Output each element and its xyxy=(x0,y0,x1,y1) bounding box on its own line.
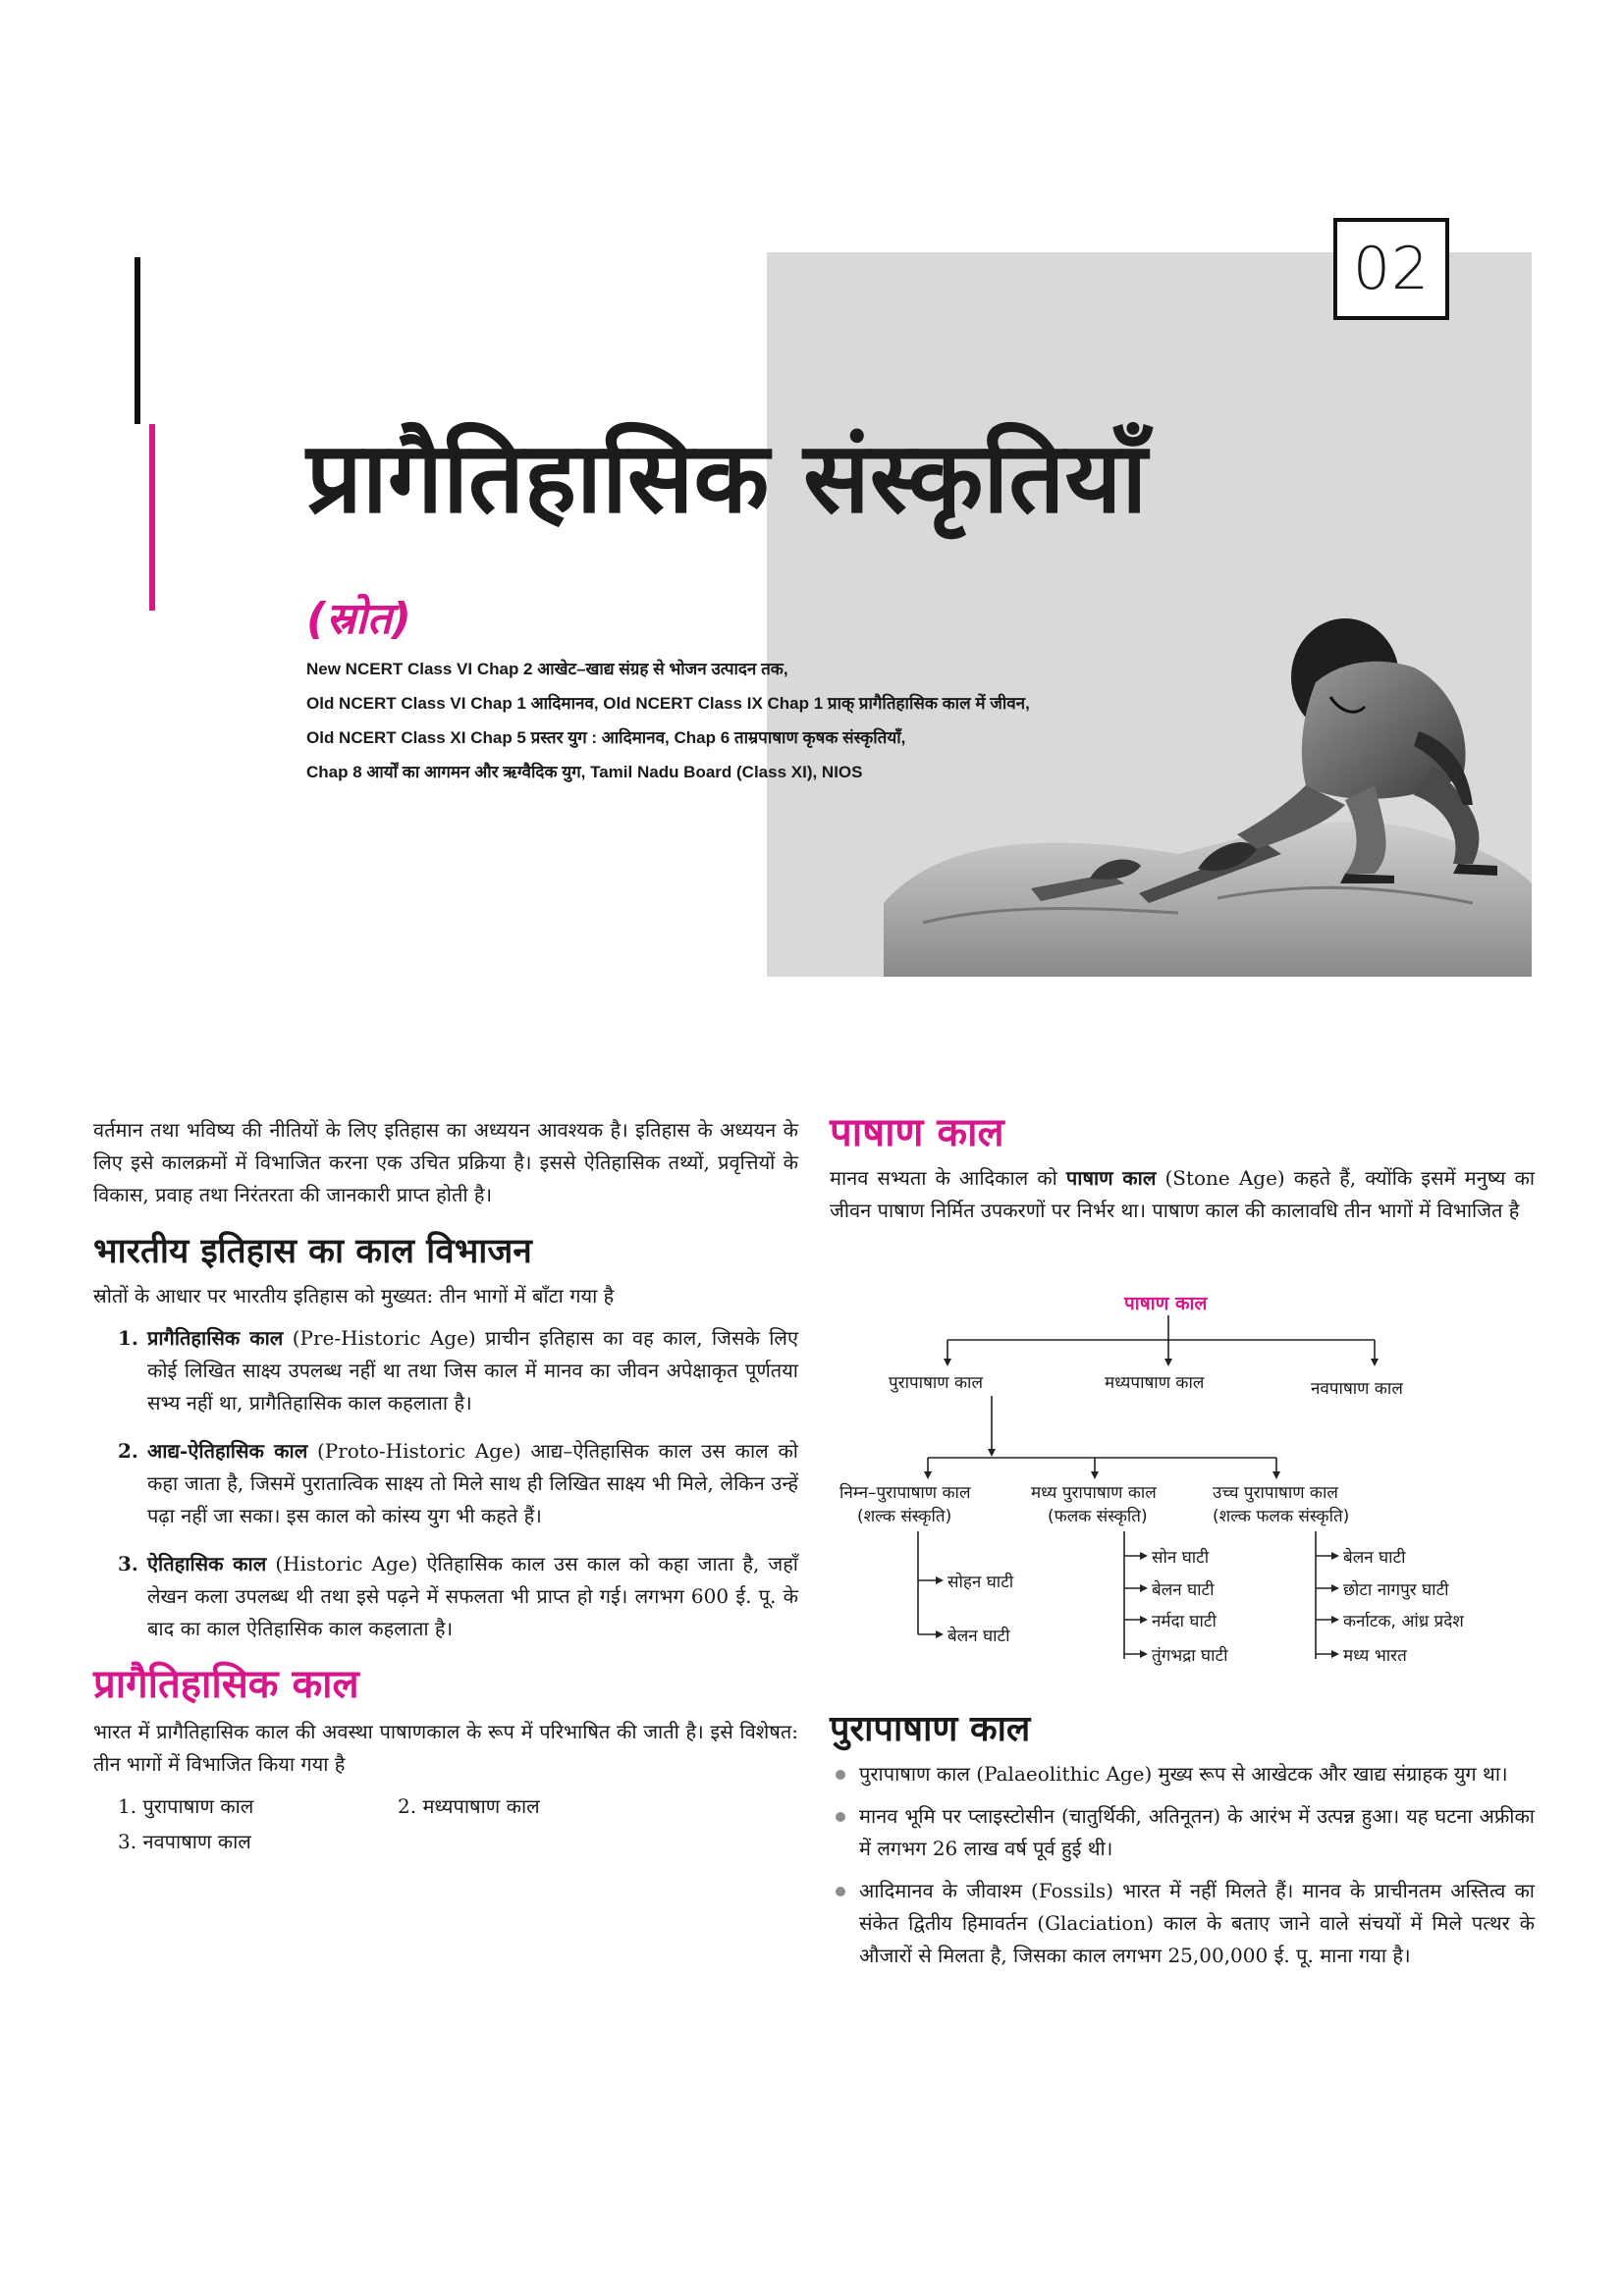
diagram-level2-sub: (फलक संस्कृति) xyxy=(1048,1507,1148,1526)
item-english: (Proto-Historic Age) xyxy=(316,1439,521,1463)
list-item: आदिमानव के जीवाश्म (Fossils) भारत में नहीं मिलते हैं। मानव के प्राचीनतम अस्तित्व का संकेत द्वितीय हिमावर्तन (Glaciation) काल के बताए जाने वाले संचयों में मिले पत्थर के औजारों से मिलता है, जिसका काल लगभग 25,00,000 ई. पू. माना गया है। xyxy=(830,1875,1535,1972)
item-number: 2. xyxy=(118,1439,138,1463)
item-term: ऐतिहासिक काल xyxy=(147,1552,267,1575)
item-number: 3. xyxy=(118,1552,138,1575)
division-heading: भारतीय इतिहास का काल विभाजन xyxy=(93,1232,532,1271)
diagram-site: तुंगभद्रा घाटी xyxy=(1152,1646,1228,1666)
item-term: प्रागैतिहासिक काल xyxy=(147,1326,284,1350)
period-list xyxy=(93,1790,798,1859)
diagram-site: नर्मदा घाटी xyxy=(1152,1612,1217,1631)
stone-text-post: (Stone Age) कहते हैं, क्योंकि इसमें मनुष्य का जीवन पाषाण निर्मित उपकरणों पर निर्भर था। पाषाण काल की कालावधि तीन भागों में विभाजित है xyxy=(830,1166,1535,1222)
source-list xyxy=(306,652,1030,789)
diagram-site: बेलन घाटी xyxy=(1152,1580,1215,1600)
decorative-pink-bar xyxy=(149,424,155,611)
stone-text-bold: पाषाण काल xyxy=(1065,1166,1157,1190)
stone-age-paragraph xyxy=(830,1162,1535,1227)
left-column xyxy=(93,1114,798,1859)
chapter-title: प्रागैतिहासिक संस्कृतियाँ xyxy=(306,420,1148,535)
list-item xyxy=(93,1435,798,1532)
stone-text-pre: मानव सभ्यता के आदिकाल को xyxy=(830,1166,1057,1190)
item-text: आद्य–ऐतिहासिक काल उस काल को कहा जाता है, जिसमें पुरातात्विक साक्ष्य तो मिले साथ ही लिखित साक्ष्य भी मिले, लेकिन उन्हें पढ़ा नहीं जा सका। इस काल को कांस्य युग भी कहते हैं। xyxy=(147,1439,798,1527)
chapter-number: 02 xyxy=(1333,218,1449,320)
item-term: आद्य-ऐतिहासिक काल xyxy=(147,1439,308,1463)
prehistoric-heading: प्रागैतिहासिक काल xyxy=(93,1662,359,1707)
prehistoric-paragraph: भारत में प्रागैतिहासिक काल की अवस्था पाषाणकाल के रूप में परिभाषित की जाती है। इसे विशेषत: तीन भागों में विभाजित किया गया है xyxy=(93,1720,798,1776)
intro-paragraph: वर्तमान तथा भविष्य की नीतियों के लिए इतिहास का अध्ययन आवश्यक है। इतिहास के अध्ययन के लिए इसे कालक्रमों में विभाजित करना एक उचित प्रक्रिया है। इससे ऐतिहासिक तथ्यों, प्रवृत्तियों के विकास, प्रवाह तथा निरंतरता की जानकारी प्राप्त होती है। xyxy=(93,1118,798,1206)
period-item: 1. पुरापाषाण काल xyxy=(118,1794,254,1818)
stone-age-heading: पाषाण काल xyxy=(830,1110,1004,1155)
division-list xyxy=(93,1322,798,1645)
list-item: मानव भूमि पर प्लाइस्टोसीन (चातुर्थिकी, अतिनूतन) के आरंभ में उत्पन्न हुआ। यह घटना अफ्रीका में लगभग 26 लाख वर्ष पूर्व हुई थी। xyxy=(830,1800,1535,1865)
source-label: (स्रोत) xyxy=(306,594,411,644)
diagram-site: छोटा नागपुर घाटी xyxy=(1343,1580,1449,1600)
diagram-level1-node: पुरापाषाण काल xyxy=(889,1373,983,1393)
period-item: 2. मध्यपाषाण काल xyxy=(398,1794,540,1818)
item-text: प्राचीन इतिहास का वह काल, जिसके लिए कोई लिखित साक्ष्य उपलब्ध नहीं था तथा जिस काल में मानव का जीवन अपेक्षाकृत पूर्णतया सभ्य नहीं था, प्रागैतिहासिक काल कहलाता है। xyxy=(147,1326,799,1415)
paleolithic-bullets xyxy=(830,1758,1535,1972)
division-intro: स्रोतों के आधार पर भारतीय इतिहास को मुख्यत: तीन भागों में बाँटा गया है xyxy=(93,1284,615,1308)
item-text: ऐतिहासिक काल उस काल को कहा जाता है, जहाँ लेखन कला उपलब्ध थी तथा इसे पढ़ने में सफलता भी प्राप्त हो गई। लगभग 600 ई. पू. के बाद का काल ऐतिहासिक काल कहलाता है। xyxy=(147,1552,798,1640)
paleolithic-section xyxy=(830,1708,1535,1982)
diagram-site: बेलन घाटी xyxy=(947,1627,1010,1646)
diagram-site: बेलन घाटी xyxy=(1343,1548,1406,1568)
stone-age-diagram xyxy=(830,1286,1535,1688)
source-line: Chap 8 आर्यों का आगमन और ऋग्वैदिक युग, Tamil Nadu Board (Class XI), NIOS xyxy=(306,763,863,781)
source-line: Old NCERT Class VI Chap 1 आदिमानव, Old NCERT Class IX Chap 1 प्राक् प्रागैतिहासिक काल में जीवन, xyxy=(306,694,1030,713)
list-item xyxy=(93,1548,798,1645)
diagram-root: पाषाण काल xyxy=(1124,1293,1208,1314)
diagram-level2-sub: (शल्क फलक संस्कृति) xyxy=(1213,1507,1350,1526)
source-line: Old NCERT Class XI Chap 5 प्रस्तर युग : आदिमानव, Chap 6 ताम्रपाषाण कृषक संस्कृतियाँ, xyxy=(306,728,906,747)
item-english: (Pre-Historic Age) xyxy=(292,1326,476,1350)
diagram-level1-node: मध्यपाषाण काल xyxy=(1105,1373,1205,1393)
paleolithic-heading: पुरापाषाण काल xyxy=(830,1709,1031,1749)
diagram-level1-node: नवपाषाण काल xyxy=(1311,1379,1403,1399)
item-english: (Historic Age) xyxy=(275,1552,418,1575)
list-item xyxy=(93,1322,798,1419)
diagram-site: सोहन घाटी xyxy=(947,1573,1014,1592)
diagram-level2-node: निम्न–पुरापाषाण काल xyxy=(839,1483,971,1503)
list-item: पुरापाषाण काल (Palaeolithic Age) मुख्य रूप से आखेटक और खाद्य संग्राहक युग था। xyxy=(830,1758,1535,1790)
source-line: New NCERT Class VI Chap 2 आखेट–खाद्य संग्रह से भोजन उत्पादन तक, xyxy=(306,660,788,678)
diagram-level2-sub: (शल्क संस्कृति) xyxy=(857,1507,952,1526)
item-number: 1. xyxy=(118,1326,138,1350)
diagram-level2-node: उच्च पुरापाषाण काल xyxy=(1213,1483,1338,1503)
diagram-level2-node: मध्य पुरापाषाण काल xyxy=(1031,1483,1157,1503)
period-item: 3. नवपाषाण काल xyxy=(118,1830,251,1853)
diagram-site: सोन घाटी xyxy=(1152,1548,1210,1568)
diagram-site: मध्य भारत xyxy=(1343,1646,1407,1666)
right-column xyxy=(830,1109,1535,1227)
diagram-site: कर्नाटक, आंध्र प्रदेश xyxy=(1343,1612,1464,1631)
decorative-black-bar xyxy=(135,257,140,424)
